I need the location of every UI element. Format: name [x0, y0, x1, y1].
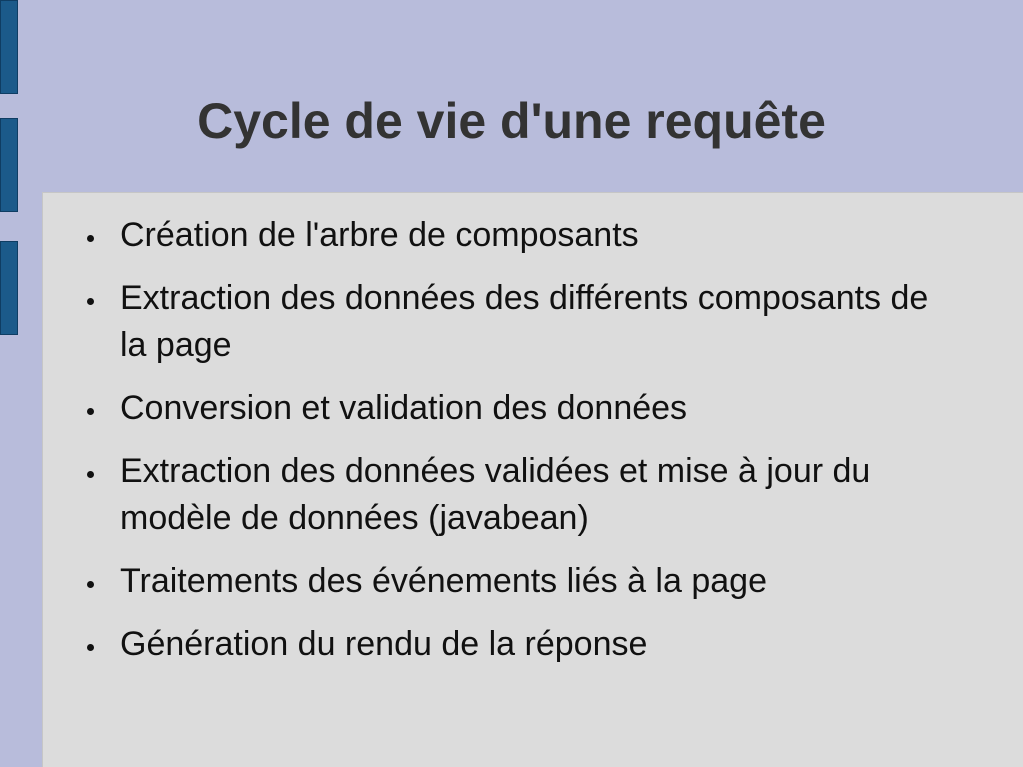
bullet-item	[77, 212, 937, 259]
bullet-dot-icon	[87, 235, 94, 242]
bullet-text: Extraction des données validées et mise à jour du modèle de données (javabean)	[120, 452, 871, 537]
bullet-text: Conversion et validation des données	[120, 389, 688, 427]
bullet-text: Génération du rendu de la réponse	[120, 625, 648, 663]
bullet-dot-icon	[87, 408, 94, 415]
bullet-dot-icon	[87, 471, 94, 478]
bullet-list	[77, 212, 937, 684]
accent-bar-top	[0, 0, 18, 94]
bullet-text: Extraction des données des différents composants de la page	[120, 279, 929, 364]
bullet-dot-icon	[87, 298, 94, 305]
bullet-item	[77, 275, 937, 369]
bullet-dot-icon	[87, 644, 94, 651]
slide-title: Cycle de vie d'une requête	[197, 93, 826, 149]
bullet-text: Création de l'arbre de composants	[120, 216, 639, 254]
bullet-item	[77, 621, 937, 668]
accent-bar-bottom	[0, 241, 18, 335]
bullet-item	[77, 448, 937, 542]
bullet-dot-icon	[87, 581, 94, 588]
bullet-item	[77, 558, 937, 605]
bullet-item	[77, 385, 937, 432]
bullet-text: Traitements des événements liés à la page	[120, 562, 767, 600]
